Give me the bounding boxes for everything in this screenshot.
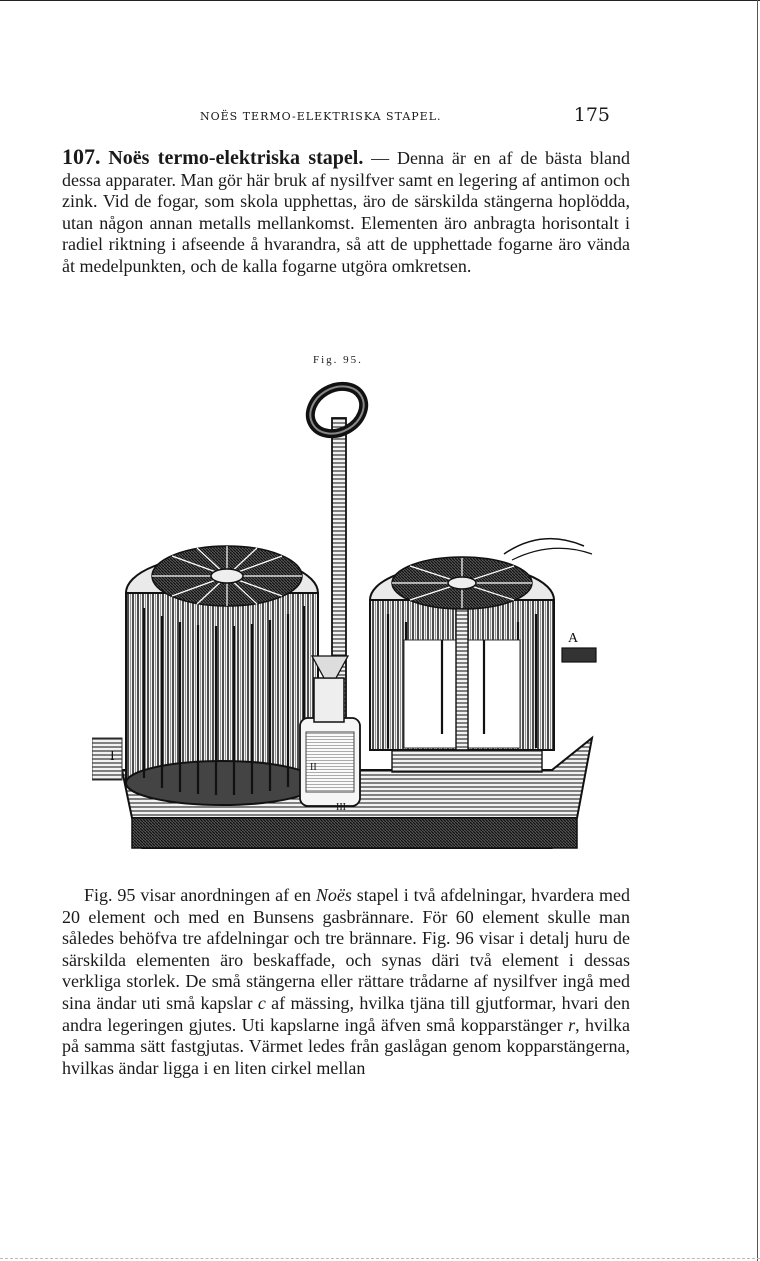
left-mark: I — [110, 749, 115, 764]
running-title: NOËS TERMO-ELEKTRISKA STAPEL. — [200, 110, 442, 123]
label-ii: II — [310, 762, 317, 773]
section-heading: Noës termo-elektriska stapel. — [108, 147, 364, 169]
right-pile — [370, 539, 592, 772]
para2-text-4: , hvilka på samma sätt fastgjutas. Värmet ledes från gaslågan genom kopparstängerna, hvilkas ändar ligga i en liten cirkel mellan — [62, 1014, 630, 1078]
page-number: 175 — [573, 104, 610, 126]
section-number: 107. — [62, 144, 101, 169]
page-edge-top — [0, 0, 760, 1]
section-107-paragraph — [62, 146, 630, 278]
para2-text-2: stapel i två afdelningar, hvardera med 20 element och med en Bunsens gasbrännare. För 60 element skulle man således behöfva tre afdelningar och tre brännare. Fig. 96 visar i detalj huru de särskilda elementen äro beskaffade, och synas däri två element i dessas verkliga storlek. De små stängerna eller rättare trådarne af nysilfver ingå med sina ändar uti små kapslar — [62, 885, 630, 1013]
para2-text-3: af mässing, hvilka tjäna till gjutformar, hvari den andra legeringen gjutes. Uti kapslarne ingå äfven små kopparstänger — [62, 992, 630, 1035]
bottom-rule — [0, 1258, 760, 1259]
terminal-a — [562, 631, 596, 662]
para2-italic-c: c — [257, 992, 266, 1013]
thermopile-engraving — [92, 378, 612, 860]
section-body: — Denna är en af de bästa bland dessa apparater. Man gör här bruk af nysilfver samt en legering af antimon och zink. Vid de fogar, som skola upphettas, äro de särskilda stängerna hoplödda, utan någon annan metalls mellankomst. Elementen äro anbragta horisontalt i radiel riktning i afseende å hvarandra, så att de upphettade fogarne äro vända åt medelpunkten, och de kalla fogarne utgöra omkretsen. — [62, 148, 630, 276]
para2-italic-noes: Noës — [315, 885, 352, 905]
para2-text-1: Fig. 95 visar anordningen af en — [84, 885, 316, 905]
label-iii: III — [336, 802, 346, 813]
figure-95-illustration — [92, 378, 612, 860]
figure-description-paragraph — [62, 885, 630, 1079]
figure-caption: Fig. 95. — [313, 354, 363, 366]
page-edge-right — [757, 0, 758, 1261]
label-a: A — [568, 631, 579, 646]
running-head — [62, 104, 610, 128]
para2-italic-r: r — [568, 1014, 576, 1035]
